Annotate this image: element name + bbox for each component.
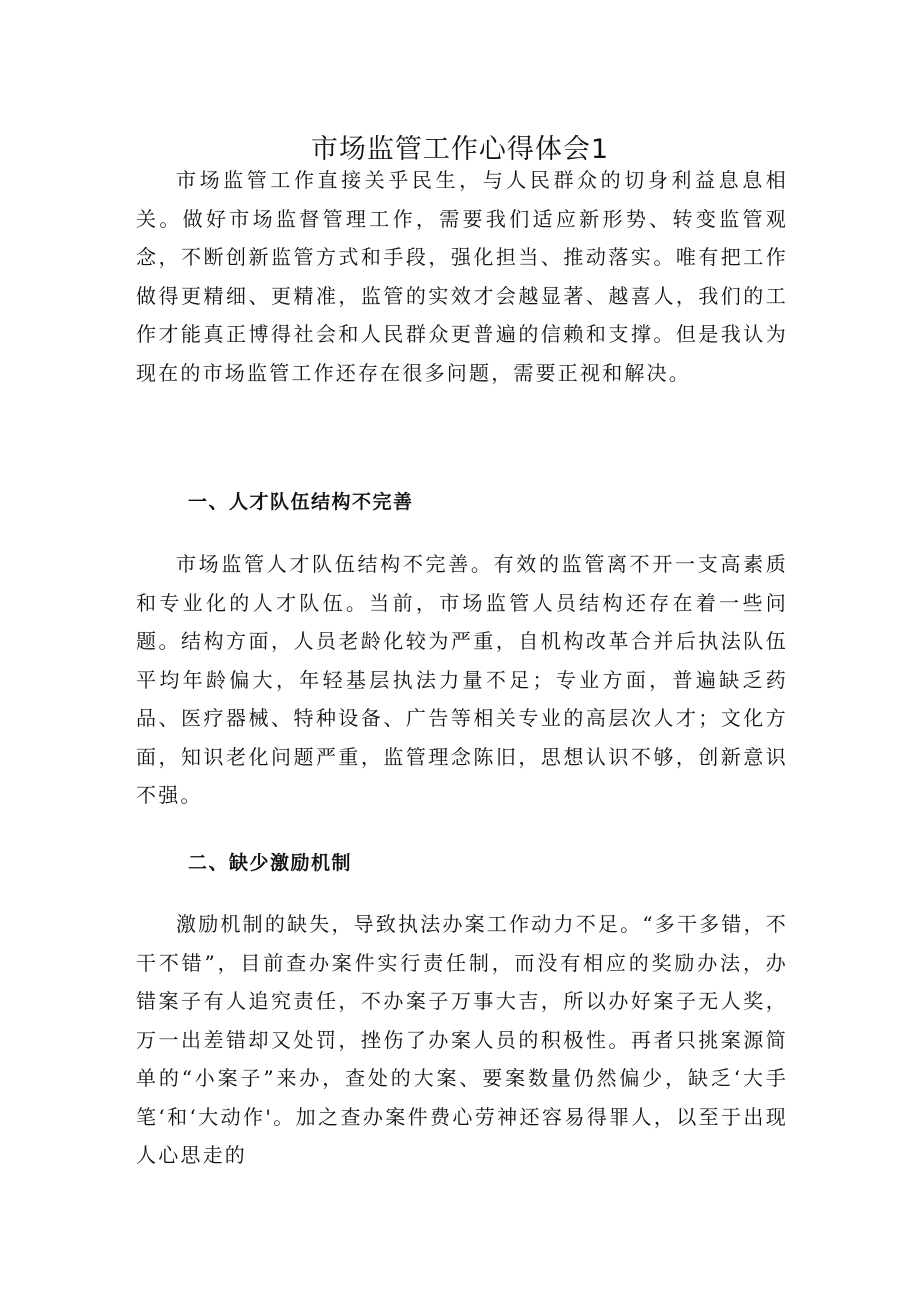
section-heading-1: 一、人才队伍结构不完善 [188, 491, 414, 513]
document-title: 市场监管工作心得体会1 [310, 134, 610, 165]
section-body-2: 激励机制的缺失，导致执法办案工作动力不足。“多干多错，不干不错”，目前查办案件实行责任制，而没有相应的奖励办法，办错案子有人追究责任，不办案子万事大吉，所以办好案子无人奖，万一出差错却又处罚，挫伤了办案人员的积极性。再者只挑案源简单的“小案子”来办，查处的大案、要案数量仍然偏少，缺乏‘大手笔‘和‘大动作'。加之查办案件费心劳神还容易得罪人，以至于出现人心思走的 [136, 912, 788, 1167]
section-body-1: 市场监管人才队伍结构不完善。有效的监管离不开一支高素质和专业化的人才队伍。当前，市场监管人员结构还存在着一些问题。结构方面，人员老龄化较为严重，自机构改革合并后执法队伍平均年龄偏大，年轻基层执法力量不足；专业方面，普遍缺乏药品、医疗器械、特种设备、广告等相关专业的高层次人才；文化方面，知识老化问题严重，监管理念陈旧，思想认识不够，创新意识不强。 [136, 552, 788, 807]
section-heading-2: 二、缺少激励机制 [188, 852, 353, 874]
intro-paragraph: 市场监管工作直接关乎民生，与人民群众的切身利益息息相关。做好市场监督管理工作，需要我们适应新形势、转变监管观念，不断创新监管方式和手段，强化担当、推动落实。唯有把工作做得更精细、更精准，监管的实效才会越显著、越喜人，我们的工作才能真正博得社会和人民群众更普遍的信赖和支撑。但是我认为现在的市场监管工作还存在很多问题，需要正视和解决。 [136, 168, 788, 385]
